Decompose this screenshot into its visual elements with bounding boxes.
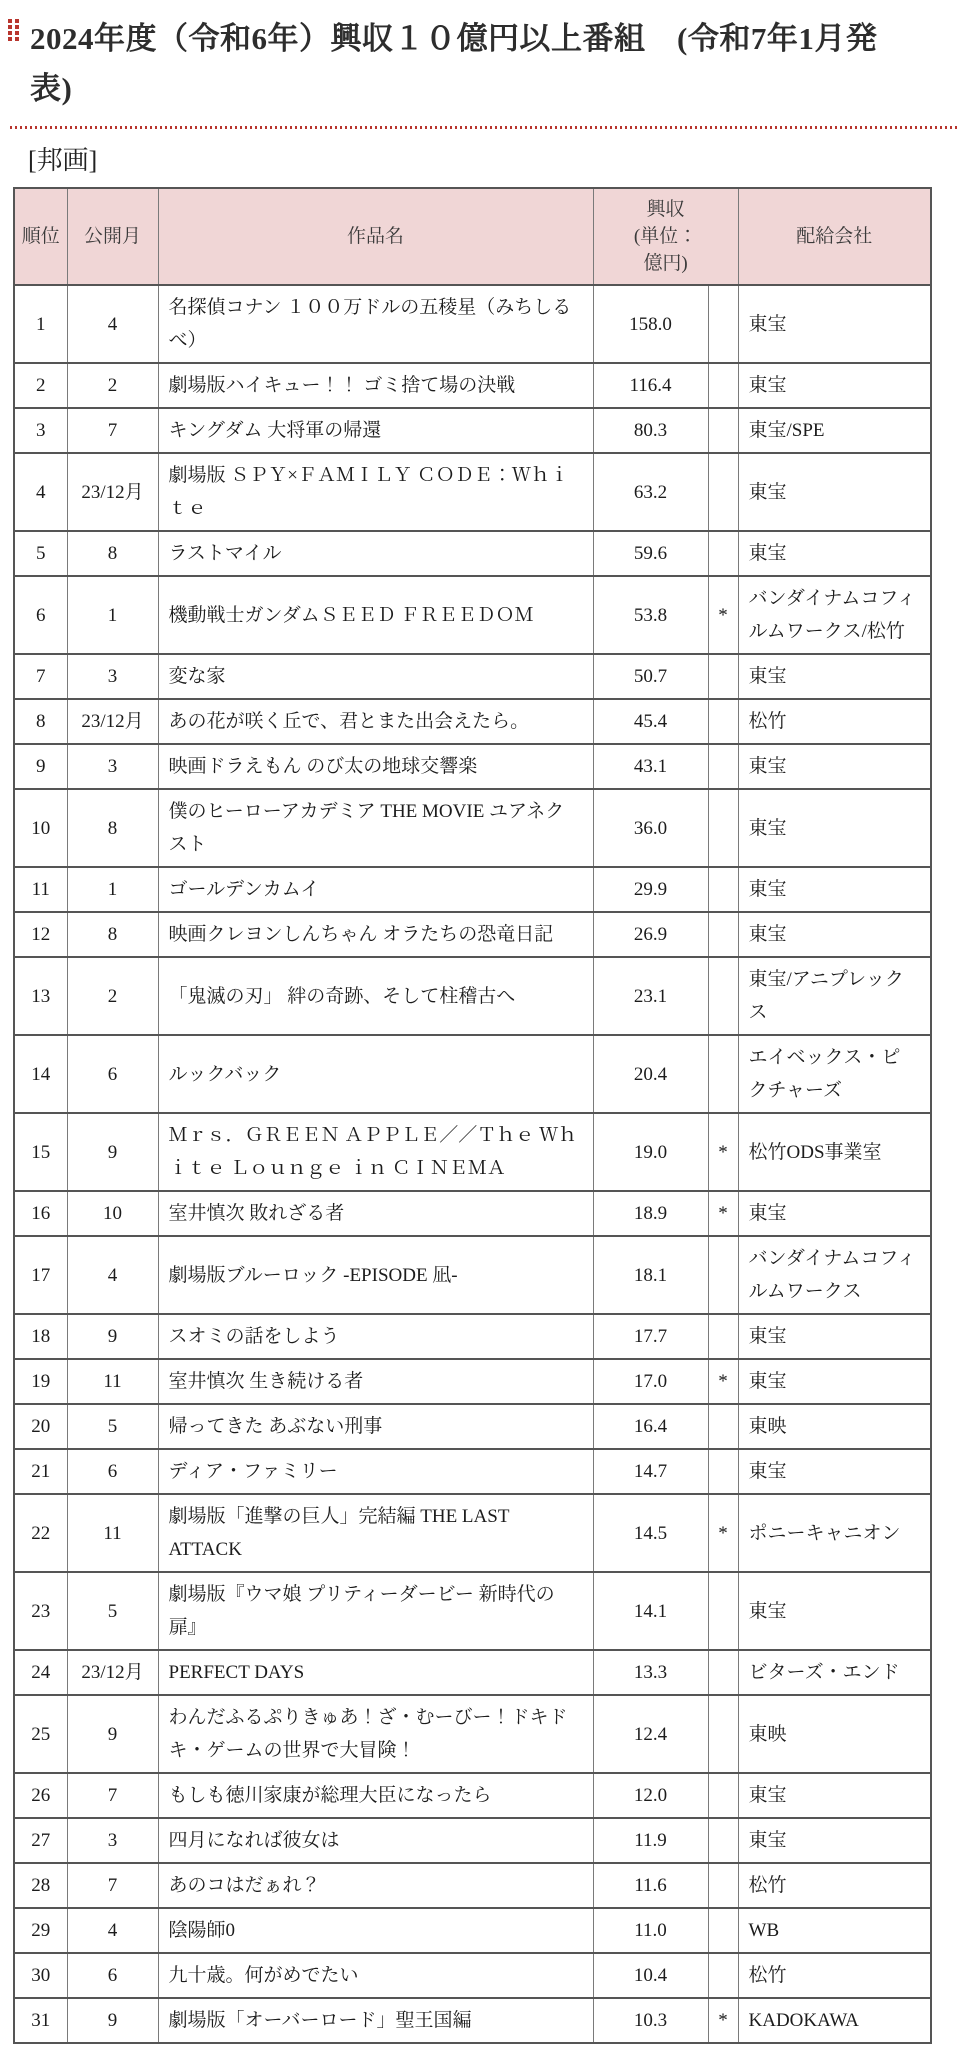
table-row <box>14 1191 931 1236</box>
distributor-cell: 東宝/SPE <box>738 408 931 453</box>
flag-cell <box>708 1650 738 1695</box>
rank-cell: 21 <box>14 1449 67 1494</box>
flag-cell <box>708 654 738 699</box>
distributor-cell: 東映 <box>738 1404 931 1449</box>
distributor-cell: 東宝 <box>738 1449 931 1494</box>
title-cell: 劇場版ブルーロック -EPISODE 凪- <box>158 1236 593 1314</box>
flag-cell <box>708 957 738 1035</box>
title-cell: 劇場版ハイキュー！！ ゴミ捨て場の決戦 <box>158 363 593 408</box>
month-cell: 8 <box>67 531 158 576</box>
rank-cell: 2 <box>14 363 67 408</box>
month-cell: 2 <box>67 363 158 408</box>
revenue-cell: 43.1 <box>593 744 708 789</box>
table-row <box>14 1035 931 1113</box>
rank-cell: 7 <box>14 654 67 699</box>
distributor-cell: 東映 <box>738 1695 931 1773</box>
revenue-cell: 158.0 <box>593 285 708 363</box>
title-cell: スオミの話をしよう <box>158 1314 593 1359</box>
table-row <box>14 531 931 576</box>
table-row <box>14 1773 931 1818</box>
rank-cell: 11 <box>14 867 67 912</box>
title-cell: あのコはだぁれ？ <box>158 1863 593 1908</box>
header-rank: 順位 <box>14 188 67 285</box>
table-row <box>14 1113 931 1191</box>
title-cell: 映画クレヨンしんちゃん オラたちの恐竜日記 <box>158 912 593 957</box>
table-row <box>14 744 931 789</box>
flag-cell <box>708 1863 738 1908</box>
title-cell: Ｍｒｓ．ＧＲＥＥＮ ＡＰＰＬＥ／／Ｔｈｅ Ｗｈｉｔｅ Ｌｏｕｎｇｅ ｉｎ ＣＩＮＥＭＡ <box>158 1113 593 1191</box>
rank-cell: 13 <box>14 957 67 1035</box>
distributor-cell: 東宝 <box>738 363 931 408</box>
distributor-cell: 東宝 <box>738 789 931 867</box>
month-cell: 5 <box>67 1572 158 1650</box>
rank-cell: 3 <box>14 408 67 453</box>
title-cell: 名探偵コナン １００万ドルの五稜星（みちしるべ） <box>158 285 593 363</box>
distributor-cell: KADOKAWA <box>738 1998 931 2043</box>
table-row <box>14 1236 931 1314</box>
month-cell: 23/12月 <box>67 1650 158 1695</box>
month-cell: 9 <box>67 1695 158 1773</box>
distributor-cell: 東宝 <box>738 1773 931 1818</box>
month-cell: 9 <box>67 1113 158 1191</box>
distributor-cell: 松竹 <box>738 699 931 744</box>
rank-cell: 6 <box>14 576 67 654</box>
distributor-cell: バンダイナムコフィルムワークス/松竹 <box>738 576 931 654</box>
revenue-cell: 14.1 <box>593 1572 708 1650</box>
revenue-cell: 20.4 <box>593 1035 708 1113</box>
table-row <box>14 867 931 912</box>
flag-cell <box>708 1818 738 1863</box>
flag-cell <box>708 453 738 531</box>
month-cell: 11 <box>67 1359 158 1404</box>
distributor-cell: 松竹ODS事業室 <box>738 1113 931 1191</box>
distributor-cell: バンダイナムコフィルムワークス <box>738 1236 931 1314</box>
distributor-cell: 東宝 <box>738 531 931 576</box>
flag-cell: * <box>708 1113 738 1191</box>
title-cell: 劇場版「進撃の巨人」完結編 THE LAST ATTACK <box>158 1494 593 1572</box>
rank-cell: 18 <box>14 1314 67 1359</box>
month-cell: 4 <box>67 285 158 363</box>
month-cell: 6 <box>67 1449 158 1494</box>
month-cell: 23/12月 <box>67 699 158 744</box>
flag-cell <box>708 285 738 363</box>
rank-cell: 20 <box>14 1404 67 1449</box>
distributor-cell: 東宝 <box>738 867 931 912</box>
rank-cell: 12 <box>14 912 67 957</box>
flag-cell: * <box>708 1998 738 2043</box>
title-cell: 映画ドラえもん のび太の地球交響楽 <box>158 744 593 789</box>
flag-cell: * <box>708 1359 738 1404</box>
table-row <box>14 453 931 531</box>
revenue-cell: 45.4 <box>593 699 708 744</box>
header-title: 作品名 <box>158 188 593 285</box>
revenue-cell: 10.4 <box>593 1953 708 1998</box>
rank-cell: 23 <box>14 1572 67 1650</box>
rank-cell: 15 <box>14 1113 67 1191</box>
table-row <box>14 1650 931 1695</box>
flag-cell <box>708 1314 738 1359</box>
rank-cell: 8 <box>14 699 67 744</box>
header-distributor: 配給会社 <box>738 188 931 285</box>
revenue-cell: 63.2 <box>593 453 708 531</box>
rank-cell: 5 <box>14 531 67 576</box>
revenue-cell: 11.0 <box>593 1908 708 1953</box>
rank-cell: 14 <box>14 1035 67 1113</box>
month-cell: 3 <box>67 1818 158 1863</box>
flag-cell: * <box>708 576 738 654</box>
dotted-divider <box>10 126 957 129</box>
month-cell: 7 <box>67 1773 158 1818</box>
revenue-cell: 10.3 <box>593 1998 708 2043</box>
rank-cell: 29 <box>14 1908 67 1953</box>
title-cell: 劇場版「オーバーロード」聖王国編 <box>158 1998 593 2043</box>
header-revenue <box>593 188 738 285</box>
revenue-cell: 116.4 <box>593 363 708 408</box>
table-row <box>14 1998 931 2043</box>
flag-cell <box>708 867 738 912</box>
flag-cell: * <box>708 1494 738 1572</box>
revenue-cell: 12.4 <box>593 1695 708 1773</box>
header-month: 公開月 <box>67 188 158 285</box>
flag-cell <box>708 1572 738 1650</box>
title-cell: 劇場版『ウマ娘 プリティーダービー 新時代の扉』 <box>158 1572 593 1650</box>
title-cell: 室井慎次 敗れざる者 <box>158 1191 593 1236</box>
distributor-cell: 東宝 <box>738 1191 931 1236</box>
month-cell: 6 <box>67 1035 158 1113</box>
title-cell: キングダム 大将軍の帰還 <box>158 408 593 453</box>
flag-cell <box>708 1035 738 1113</box>
flag-cell <box>708 531 738 576</box>
flag-cell <box>708 1695 738 1773</box>
month-cell: 1 <box>67 576 158 654</box>
rank-cell: 22 <box>14 1494 67 1572</box>
title-cell: もしも徳川家康が総理大臣になったら <box>158 1773 593 1818</box>
table-header <box>14 188 931 285</box>
revenue-cell: 14.7 <box>593 1449 708 1494</box>
table-row <box>14 1953 931 1998</box>
revenue-cell: 50.7 <box>593 654 708 699</box>
rank-cell: 17 <box>14 1236 67 1314</box>
revenue-cell: 19.0 <box>593 1113 708 1191</box>
rank-cell: 26 <box>14 1773 67 1818</box>
revenue-cell: 59.6 <box>593 531 708 576</box>
revenue-cell: 13.3 <box>593 1650 708 1695</box>
distributor-cell: エイベックス・ピクチャーズ <box>738 1035 931 1113</box>
month-cell: 7 <box>67 408 158 453</box>
table-row <box>14 1314 931 1359</box>
flag-cell <box>708 1773 738 1818</box>
month-cell: 1 <box>67 867 158 912</box>
revenue-cell: 53.8 <box>593 576 708 654</box>
rank-cell: 27 <box>14 1818 67 1863</box>
title-cell: 僕のヒーローアカデミア THE MOVIE ユアネクスト <box>158 789 593 867</box>
revenue-cell: 16.4 <box>593 1404 708 1449</box>
title-cell: あの花が咲く丘で、君とまた出会えたら。 <box>158 699 593 744</box>
rank-cell: 28 <box>14 1863 67 1908</box>
month-cell: 10 <box>67 1191 158 1236</box>
table-row <box>14 1359 931 1404</box>
title-cell: 四月になれば彼女は <box>158 1818 593 1863</box>
title-cell: PERFECT DAYS <box>158 1650 593 1695</box>
revenue-cell: 18.9 <box>593 1191 708 1236</box>
table-row <box>14 576 931 654</box>
table-row <box>14 789 931 867</box>
distributor-cell: 東宝 <box>738 1314 931 1359</box>
title-cell: ルックバック <box>158 1035 593 1113</box>
title-cell: ディア・ファミリー <box>158 1449 593 1494</box>
flag-cell <box>708 789 738 867</box>
rank-cell: 19 <box>14 1359 67 1404</box>
table-row <box>14 1818 931 1863</box>
table-row <box>14 285 931 363</box>
title-cell: 劇場版 ＳＰＹ×ＦＡＭＩＬＹ ＣＯＤＥ：Ｗｈｉｔｅ <box>158 453 593 531</box>
flag-cell <box>708 1908 738 1953</box>
distributor-cell: 東宝 <box>738 1359 931 1404</box>
flag-cell <box>708 1449 738 1494</box>
revenue-cell: 17.0 <box>593 1359 708 1404</box>
header-revenue-line1: 興収 <box>646 199 685 220</box>
rank-cell: 25 <box>14 1695 67 1773</box>
distributor-cell: 松竹 <box>738 1953 931 1998</box>
distributor-cell: 東宝 <box>738 1572 931 1650</box>
distributor-cell: 東宝 <box>738 1818 931 1863</box>
table-row <box>14 1908 931 1953</box>
month-cell: 5 <box>67 1404 158 1449</box>
page-title: 2024年度（令和6年）興収１０億円以上番組 (令和7年1月発表) <box>30 21 878 106</box>
revenue-cell: 11.9 <box>593 1818 708 1863</box>
revenue-cell: 12.0 <box>593 1773 708 1818</box>
distributor-cell: ビターズ・エンド <box>738 1650 931 1695</box>
table-row <box>14 699 931 744</box>
month-cell: 11 <box>67 1494 158 1572</box>
flag-cell <box>708 744 738 789</box>
month-cell: 4 <box>67 1908 158 1953</box>
red-dots-icon <box>8 19 19 41</box>
table-row <box>14 1863 931 1908</box>
table-body <box>14 285 931 2043</box>
header-revenue-line3: 億円) <box>643 253 688 274</box>
rank-cell: 24 <box>14 1650 67 1695</box>
table-row <box>14 654 931 699</box>
rank-cell: 16 <box>14 1191 67 1236</box>
rank-cell: 4 <box>14 453 67 531</box>
rank-cell: 10 <box>14 789 67 867</box>
section-label: [邦画] <box>28 146 98 175</box>
title-cell: 室井慎次 生き続ける者 <box>158 1359 593 1404</box>
month-cell: 8 <box>67 789 158 867</box>
flag-cell <box>708 1404 738 1449</box>
rank-cell: 30 <box>14 1953 67 1998</box>
flag-cell: * <box>708 1191 738 1236</box>
revenue-cell: 26.9 <box>593 912 708 957</box>
title-cell: ラストマイル <box>158 531 593 576</box>
distributor-cell: 東宝/アニプレックス <box>738 957 931 1035</box>
rank-cell: 1 <box>14 285 67 363</box>
title-cell: ゴールデンカムイ <box>158 867 593 912</box>
title-block <box>0 0 965 114</box>
distributor-cell: WB <box>738 1908 931 1953</box>
revenue-cell: 18.1 <box>593 1236 708 1314</box>
flag-cell <box>708 912 738 957</box>
title-cell: 陰陽師0 <box>158 1908 593 1953</box>
month-cell: 9 <box>67 1314 158 1359</box>
title-cell: 「鬼滅の刃」 絆の奇跡、そして柱稽古へ <box>158 957 593 1035</box>
month-cell: 23/12月 <box>67 453 158 531</box>
revenue-cell: 80.3 <box>593 408 708 453</box>
table-row <box>14 1404 931 1449</box>
title-cell: 変な家 <box>158 654 593 699</box>
month-cell: 3 <box>67 654 158 699</box>
month-cell: 7 <box>67 1863 158 1908</box>
title-cell: 帰ってきた あぶない刑事 <box>158 1404 593 1449</box>
revenue-cell: 17.7 <box>593 1314 708 1359</box>
revenue-cell: 14.5 <box>593 1494 708 1572</box>
month-cell: 4 <box>67 1236 158 1314</box>
distributor-cell: 東宝 <box>738 744 931 789</box>
rank-cell: 31 <box>14 1998 67 2043</box>
header-revenue-line2: (単位： <box>633 226 698 247</box>
revenue-cell: 36.0 <box>593 789 708 867</box>
distributor-cell: ポニーキャニオン <box>738 1494 931 1572</box>
revenue-cell: 11.6 <box>593 1863 708 1908</box>
flag-cell <box>708 699 738 744</box>
distributor-cell: 松竹 <box>738 1863 931 1908</box>
header-row <box>14 188 931 285</box>
rank-cell: 9 <box>14 744 67 789</box>
table-row <box>14 1494 931 1572</box>
distributor-cell: 東宝 <box>738 654 931 699</box>
distributor-cell: 東宝 <box>738 912 931 957</box>
revenue-cell: 29.9 <box>593 867 708 912</box>
flag-cell <box>708 1236 738 1314</box>
flag-cell <box>708 1953 738 1998</box>
table-row <box>14 957 931 1035</box>
revenue-cell: 23.1 <box>593 957 708 1035</box>
title-cell: 機動戦士ガンダムＳＥＥＤ ＦＲＥＥＤＯＭ <box>158 576 593 654</box>
table-row <box>14 1449 931 1494</box>
flag-cell <box>708 408 738 453</box>
table-row <box>14 912 931 957</box>
table-row <box>14 363 931 408</box>
box-office-table <box>13 187 932 2044</box>
month-cell: 2 <box>67 957 158 1035</box>
month-cell: 3 <box>67 744 158 789</box>
title-cell: わんだふるぷりきゅあ！ざ・むーびー！ドキドキ・ゲームの世界で大冒険！ <box>158 1695 593 1773</box>
distributor-cell: 東宝 <box>738 453 931 531</box>
month-cell: 9 <box>67 1998 158 2043</box>
month-cell: 8 <box>67 912 158 957</box>
title-cell: 九十歳。何がめでたい <box>158 1953 593 1998</box>
distributor-cell: 東宝 <box>738 285 931 363</box>
flag-cell <box>708 363 738 408</box>
month-cell: 6 <box>67 1953 158 1998</box>
table-row <box>14 1695 931 1773</box>
table-row <box>14 408 931 453</box>
table-row <box>14 1572 931 1650</box>
